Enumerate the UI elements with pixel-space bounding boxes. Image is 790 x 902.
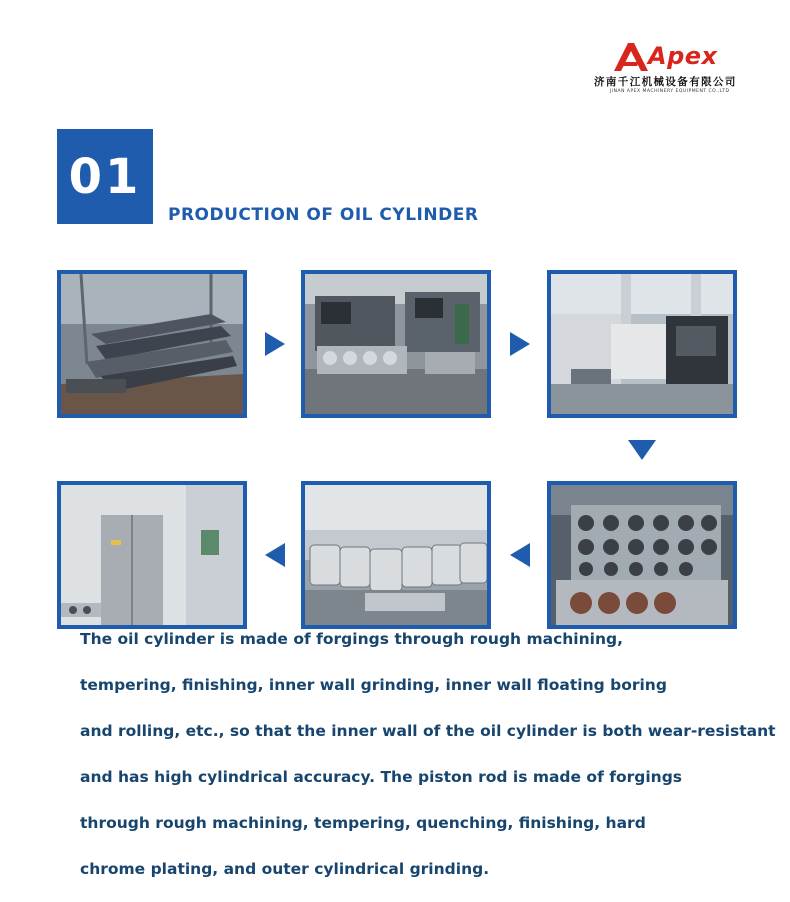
- description-line: and rolling, etc., so that the inner wall of the oil cylinder is both wear-resistant: [80, 722, 776, 740]
- arrow-left-icon: [265, 543, 285, 567]
- finished-cylinder-tubes-photo: [301, 481, 491, 629]
- company-logo: [592, 40, 742, 100]
- section-title: PRODUCTION OF OIL CYLINDER: [168, 205, 479, 225]
- description-text: [80, 626, 776, 902]
- description-line: and has high cylindrical accuracy. The piston rod is made of forgings: [80, 768, 683, 786]
- heat-treatment-room-photo: [57, 481, 247, 629]
- machining-center-hall-photo: [547, 270, 737, 418]
- description-line: The oil cylinder is made of forgings through rough machining,: [80, 630, 623, 648]
- description-line: tempering, finishing, inner wall grinding, inner wall floating boring: [80, 676, 667, 694]
- section-number: 01: [68, 148, 142, 205]
- description-line: chrome plating, and outer cylindrical grinding.: [80, 860, 490, 878]
- arrow-right-icon: [510, 332, 530, 356]
- cnc-machining-workshop-photo: [301, 270, 491, 418]
- arrow-down-icon: [628, 440, 656, 460]
- section-number-badge: [57, 129, 153, 224]
- logo-wordmark: Apex: [648, 42, 718, 70]
- description-line: through rough machining, tempering, quenching, finishing, hard: [80, 814, 646, 832]
- arrow-right-icon: [265, 332, 285, 356]
- bored-steel-blocks-photo: [547, 481, 737, 629]
- apex-logo-mark-icon: [612, 42, 650, 72]
- arrow-left-icon: [510, 543, 530, 567]
- logo-company-name-cn: 济南千江机械设备有限公司: [594, 76, 737, 88]
- logo-company-name-en: JINAN APEX MACHINERY EQUIPMENT CO.,LTD: [610, 89, 730, 94]
- steel-forgings-stack-photo: [57, 270, 247, 418]
